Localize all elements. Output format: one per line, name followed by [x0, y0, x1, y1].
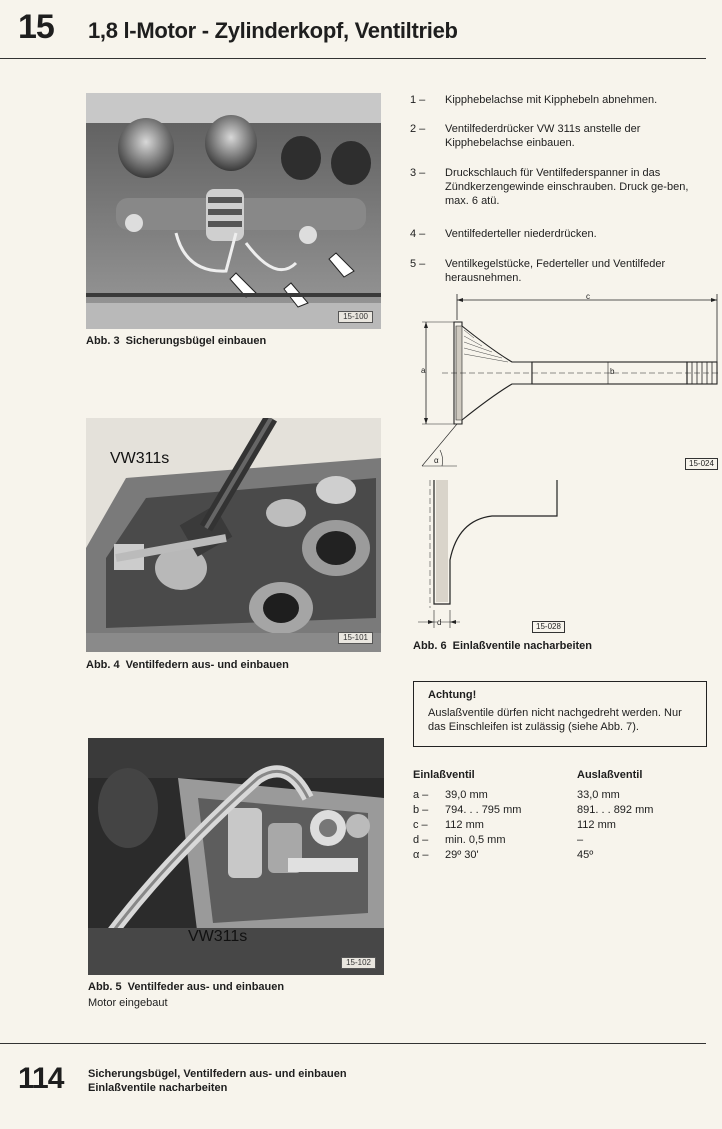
chapter-number: 15 [18, 8, 54, 46]
inlet-value: 112 mm [445, 819, 484, 831]
step-text: Kipphebelachse mit Kipphebeln abnehmen. [445, 94, 658, 106]
table-row [413, 834, 713, 849]
dim-label-c: c [586, 292, 590, 301]
table-header-inlet: Einlaßventil [413, 769, 475, 781]
warning-box [413, 681, 707, 747]
footer-line-2: Einlaßventile nacharbeiten [88, 1082, 228, 1094]
page-number: 114 [18, 1062, 64, 1095]
table-row [413, 849, 713, 864]
valve-detail-diagram [412, 480, 572, 638]
figure-code: 15-102 [341, 957, 376, 969]
step-5 [410, 257, 700, 285]
dim-label-d: d [437, 618, 442, 627]
photo-abb5 [88, 738, 384, 975]
caption-number: Abb. 6 [413, 640, 447, 652]
outlet-value: 45º [577, 849, 594, 861]
inlet-value: 39,0 mm [445, 789, 488, 801]
inlet-value: min. 0,5 mm [445, 834, 506, 846]
diagram-code-top: 15-024 [685, 458, 718, 470]
footer-line-1: Sicherungsbügel, Ventilfedern aus- und einbauen [88, 1068, 347, 1080]
caption-number: Abb. 4 [86, 659, 120, 671]
warning-text: Auslaßventile dürfen nicht nachgedreht werden. Nur das Einschleifen ist zulässig (siehe Abb. 7). [428, 707, 682, 733]
table-row [413, 804, 713, 819]
caption-text: Ventilfeder aus- und einbauen [127, 981, 285, 993]
step-number: 2 – [410, 123, 426, 135]
photo-abb4 [86, 418, 381, 652]
dim-label-b: b [610, 367, 615, 376]
dim-label-alpha: α [434, 456, 439, 465]
step-text: Ventilfederdrücker VW 311s anstelle der Kipphebelachse einbauen. [445, 123, 641, 149]
step-2 [410, 122, 700, 150]
outlet-value: 33,0 mm [577, 789, 620, 801]
table-header-outlet: Auslaßventil [577, 769, 643, 781]
row-letter: b – [413, 804, 429, 816]
footer-rule [0, 1043, 706, 1044]
page-title: 1,8 l-Motor - Zylinderkopf, Ventiltrieb [88, 18, 458, 43]
row-letter: α – [413, 849, 429, 861]
caption-abb5 [88, 981, 284, 993]
caption-abb4 [86, 659, 289, 671]
caption-text: Ventilfedern aus- und einbauen [125, 659, 289, 671]
row-letter: a – [413, 789, 429, 801]
step-number: 5 – [410, 258, 426, 270]
caption-abb3 [86, 335, 266, 347]
step-4 [410, 227, 700, 241]
valve-diagram [412, 290, 722, 480]
outlet-value: – [577, 834, 584, 846]
figure-code: 15-101 [338, 632, 373, 644]
inlet-value: 29º 30' [445, 849, 479, 861]
row-letter: c – [413, 819, 428, 831]
tool-label: VW311s [188, 928, 248, 945]
inlet-value: 794. . . 795 mm [445, 804, 522, 816]
step-number: 4 – [410, 228, 426, 240]
step-text: Ventilfederteller niederdrücken. [445, 228, 597, 240]
tool-label: VW311s [110, 450, 170, 467]
outlet-value: 112 mm [577, 819, 616, 831]
step-1 [410, 93, 700, 107]
caption-text: Sicherungsbügel einbauen [125, 335, 267, 347]
dim-label-a: a [421, 366, 426, 375]
table-row [413, 819, 713, 834]
step-text: Druckschlauch für Ventilfederspanner in das Zündkerzengewinde einschrauben. Druck ge-ben, max. 6 atü. [445, 167, 689, 207]
caption-subtext: Motor eingebaut [88, 997, 168, 1009]
step-number: 3 – [410, 167, 426, 179]
step-text: Ventilkegelstücke, Federteller und Ventilfeder herausnehmen. [445, 258, 666, 284]
outlet-value: 891. . . 892 mm [577, 804, 654, 816]
caption-text: Einlaßventile nacharbeiten [452, 640, 592, 652]
caption-number: Abb. 5 [88, 981, 122, 993]
step-number: 1 – [410, 94, 426, 106]
header-rule [0, 58, 706, 59]
photo-abb3 [86, 93, 381, 329]
caption-abb6 [413, 640, 592, 652]
figure-code: 15-100 [338, 311, 373, 323]
diagram-code-bottom: 15-028 [532, 621, 565, 633]
step-3 [410, 166, 700, 208]
caption-number: Abb. 3 [86, 335, 120, 347]
table-row [413, 789, 713, 804]
warning-title: Achtung! [428, 689, 477, 701]
row-letter: d – [413, 834, 429, 846]
